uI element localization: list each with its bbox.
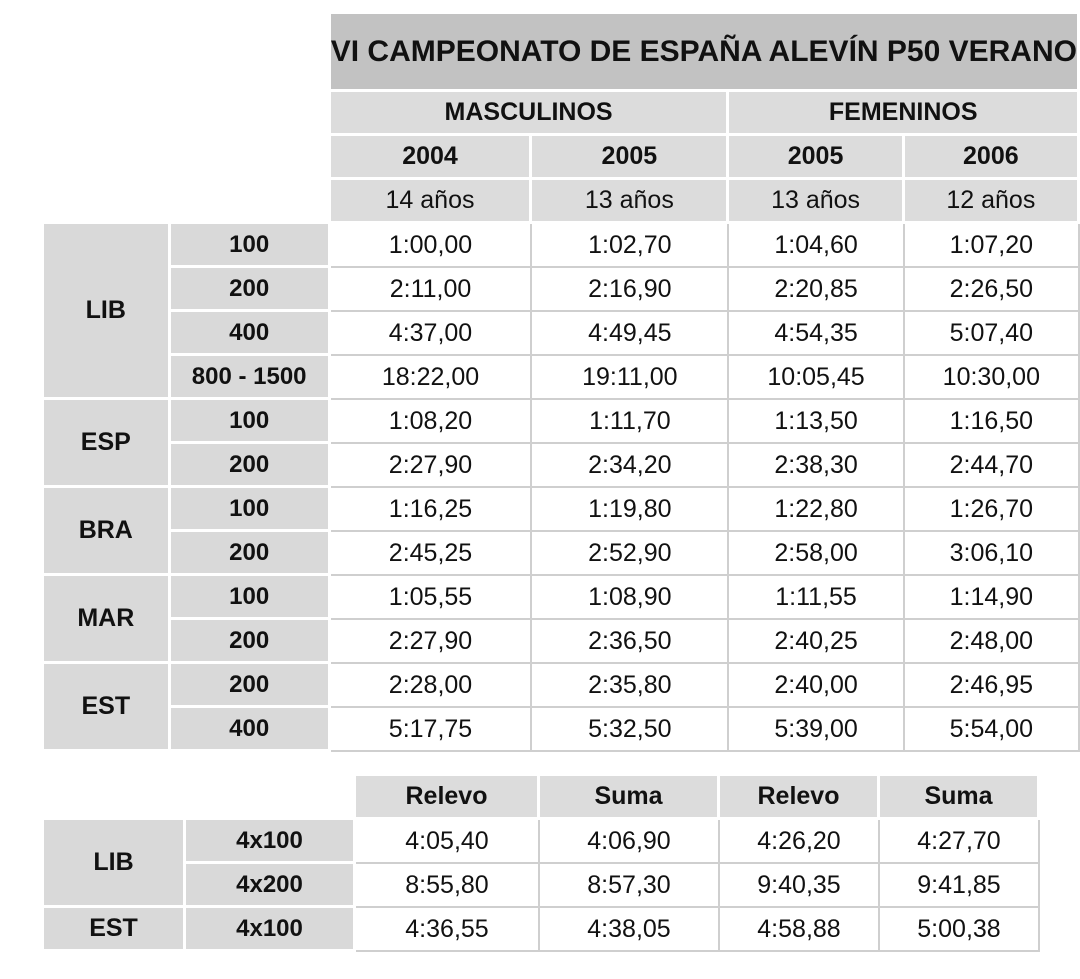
distance-label: 200 bbox=[171, 620, 331, 664]
relay-times-table bbox=[44, 776, 1040, 952]
relay-column-header: Suma bbox=[880, 776, 1040, 820]
age-header: 13 años bbox=[532, 180, 729, 224]
corner-blank bbox=[44, 92, 331, 136]
time-cell: 4:05,40 bbox=[356, 820, 540, 864]
distance-label: 800 - 1500 bbox=[171, 356, 331, 400]
time-cell: 2:40,25 bbox=[729, 620, 904, 664]
age-header: 14 años bbox=[331, 180, 533, 224]
time-cell: 1:22,80 bbox=[729, 488, 904, 532]
title-row bbox=[44, 14, 1080, 92]
time-cell: 2:27,90 bbox=[331, 620, 533, 664]
time-cell: 2:45,25 bbox=[331, 532, 533, 576]
table-row bbox=[44, 312, 1080, 356]
time-cell: 2:16,90 bbox=[532, 268, 729, 312]
stroke-label: BRA bbox=[44, 488, 171, 576]
time-cell: 3:06,10 bbox=[905, 532, 1080, 576]
distance-label: 400 bbox=[171, 708, 331, 752]
time-cell: 10:05,45 bbox=[729, 356, 904, 400]
time-cell: 1:19,80 bbox=[532, 488, 729, 532]
corner-blank bbox=[44, 180, 331, 224]
time-cell: 5:00,38 bbox=[880, 908, 1040, 952]
time-cell: 5:39,00 bbox=[729, 708, 904, 752]
time-cell: 10:30,00 bbox=[905, 356, 1080, 400]
time-cell: 2:35,80 bbox=[532, 664, 729, 708]
time-cell: 4:36,55 bbox=[356, 908, 540, 952]
corner-blank bbox=[44, 14, 331, 92]
relay-column-header: Relevo bbox=[720, 776, 880, 820]
time-cell: 5:32,50 bbox=[532, 708, 729, 752]
stroke-label: ESP bbox=[44, 400, 171, 488]
table-row bbox=[44, 268, 1080, 312]
table-row bbox=[44, 864, 1040, 908]
time-cell: 1:26,70 bbox=[905, 488, 1080, 532]
time-cell: 1:08,90 bbox=[532, 576, 729, 620]
table-row bbox=[44, 356, 1080, 400]
time-cell: 1:08,20 bbox=[331, 400, 533, 444]
distance-label: 200 bbox=[171, 268, 331, 312]
time-cell: 2:28,00 bbox=[331, 664, 533, 708]
qualifying-times-table bbox=[44, 14, 1080, 752]
distance-label: 200 bbox=[171, 444, 331, 488]
time-cell: 2:46,95 bbox=[905, 664, 1080, 708]
time-cell: 1:14,90 bbox=[905, 576, 1080, 620]
time-cell: 2:58,00 bbox=[729, 532, 904, 576]
time-cell: 1:02,70 bbox=[532, 224, 729, 268]
time-cell: 1:16,50 bbox=[905, 400, 1080, 444]
stroke-label: LIB bbox=[44, 820, 186, 908]
relay-times-body bbox=[44, 776, 1040, 952]
time-cell: 9:40,35 bbox=[720, 864, 880, 908]
time-cell: 2:27,90 bbox=[331, 444, 533, 488]
time-cell: 2:20,85 bbox=[729, 268, 904, 312]
table-row bbox=[44, 400, 1080, 444]
distance-label: 100 bbox=[171, 400, 331, 444]
stroke-label: EST bbox=[44, 908, 186, 952]
time-cell: 4:49,45 bbox=[532, 312, 729, 356]
time-cell: 4:58,88 bbox=[720, 908, 880, 952]
relay-column-header: Relevo bbox=[356, 776, 540, 820]
time-cell: 1:00,00 bbox=[331, 224, 533, 268]
time-cell: 5:17,75 bbox=[331, 708, 533, 752]
time-cell: 4:37,00 bbox=[331, 312, 533, 356]
time-cell: 1:13,50 bbox=[729, 400, 904, 444]
time-cell: 1:04,60 bbox=[729, 224, 904, 268]
time-cell: 18:22,00 bbox=[331, 356, 533, 400]
table-row bbox=[44, 908, 1040, 952]
distance-label: 4x200 bbox=[186, 864, 356, 908]
time-cell: 4:06,90 bbox=[540, 820, 720, 864]
distance-label: 200 bbox=[171, 532, 331, 576]
time-cell: 2:52,90 bbox=[532, 532, 729, 576]
table-row bbox=[44, 576, 1080, 620]
time-cell: 19:11,00 bbox=[532, 356, 729, 400]
relay-header-row bbox=[44, 776, 1040, 820]
time-cell: 2:34,20 bbox=[532, 444, 729, 488]
time-cell: 2:48,00 bbox=[905, 620, 1080, 664]
table-row bbox=[44, 664, 1080, 708]
table-row bbox=[44, 708, 1080, 752]
table-row bbox=[44, 620, 1080, 664]
table-row bbox=[44, 488, 1080, 532]
age-header: 12 años bbox=[905, 180, 1080, 224]
table-row bbox=[44, 224, 1080, 268]
female-group-header: FEMENINOS bbox=[729, 92, 1080, 136]
stroke-label: MAR bbox=[44, 576, 171, 664]
table-row bbox=[44, 820, 1040, 864]
relay-column-header: Suma bbox=[540, 776, 720, 820]
time-cell: 2:36,50 bbox=[532, 620, 729, 664]
qualifying-times-body bbox=[44, 14, 1080, 752]
year-header-row bbox=[44, 136, 1080, 180]
distance-label: 4x100 bbox=[186, 908, 356, 952]
age-header-row bbox=[44, 180, 1080, 224]
corner-blank bbox=[44, 136, 331, 180]
time-cell: 5:07,40 bbox=[905, 312, 1080, 356]
time-cell: 1:07,20 bbox=[905, 224, 1080, 268]
time-cell: 8:57,30 bbox=[540, 864, 720, 908]
time-cell: 1:11,55 bbox=[729, 576, 904, 620]
time-cell: 4:38,05 bbox=[540, 908, 720, 952]
time-cell: 2:44,70 bbox=[905, 444, 1080, 488]
year-header: 2005 bbox=[532, 136, 729, 180]
time-cell: 1:05,55 bbox=[331, 576, 533, 620]
age-header: 13 años bbox=[729, 180, 904, 224]
distance-label: 100 bbox=[171, 488, 331, 532]
time-cell: 2:26,50 bbox=[905, 268, 1080, 312]
stroke-label: EST bbox=[44, 664, 171, 752]
distance-label: 100 bbox=[171, 224, 331, 268]
table-row bbox=[44, 532, 1080, 576]
time-cell: 2:40,00 bbox=[729, 664, 904, 708]
male-group-header: MASCULINOS bbox=[331, 92, 730, 136]
year-header: 2006 bbox=[905, 136, 1080, 180]
time-cell: 8:55,80 bbox=[356, 864, 540, 908]
time-cell: 4:54,35 bbox=[729, 312, 904, 356]
page-title: VI CAMPEONATO DE ESPAÑA ALEVÍN P50 VERANO bbox=[331, 14, 1080, 92]
time-cell: 1:16,25 bbox=[331, 488, 533, 532]
time-cell: 2:11,00 bbox=[331, 268, 533, 312]
time-cell: 4:26,20 bbox=[720, 820, 880, 864]
year-header: 2004 bbox=[331, 136, 533, 180]
distance-label: 400 bbox=[171, 312, 331, 356]
time-cell: 5:54,00 bbox=[905, 708, 1080, 752]
corner-blank bbox=[44, 776, 356, 820]
distance-label: 4x100 bbox=[186, 820, 356, 864]
table-row bbox=[44, 444, 1080, 488]
distance-label: 200 bbox=[171, 664, 331, 708]
gender-header-row bbox=[44, 92, 1080, 136]
time-cell: 1:11,70 bbox=[532, 400, 729, 444]
time-cell: 9:41,85 bbox=[880, 864, 1040, 908]
time-cell: 4:27,70 bbox=[880, 820, 1040, 864]
stroke-label: LIB bbox=[44, 224, 171, 400]
distance-label: 100 bbox=[171, 576, 331, 620]
time-cell: 2:38,30 bbox=[729, 444, 904, 488]
year-header: 2005 bbox=[729, 136, 904, 180]
